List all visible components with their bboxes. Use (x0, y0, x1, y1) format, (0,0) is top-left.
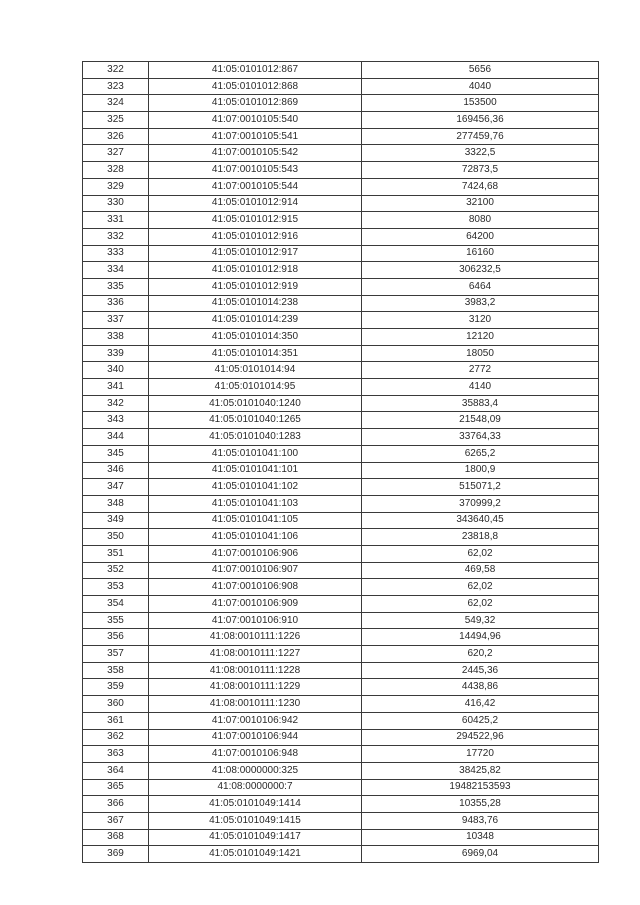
row-number-cell: 344 (83, 429, 149, 446)
value-cell: 19482153593 (362, 779, 599, 796)
row-number-cell: 322 (83, 62, 149, 79)
value-cell: 35883,4 (362, 395, 599, 412)
table-row (83, 95, 599, 112)
row-number-cell: 337 (83, 312, 149, 329)
table-row (83, 529, 599, 546)
table-row (83, 662, 599, 679)
cadastral-number-cell: 41:05:0101012:919 (149, 278, 362, 295)
table-row (83, 312, 599, 329)
row-number-cell: 332 (83, 228, 149, 245)
row-number-cell: 328 (83, 162, 149, 179)
value-cell: 18050 (362, 345, 599, 362)
table-row (83, 762, 599, 779)
table-row (83, 78, 599, 95)
row-number-cell: 355 (83, 612, 149, 629)
value-cell: 62,02 (362, 596, 599, 613)
cadastral-number-cell: 41:08:0010111:1226 (149, 629, 362, 646)
row-number-cell: 357 (83, 646, 149, 663)
cadastral-number-cell: 41:07:0010106:948 (149, 746, 362, 763)
value-cell: 6969,04 (362, 846, 599, 863)
table-row (83, 696, 599, 713)
cadastral-number-cell: 41:05:0101041:101 (149, 462, 362, 479)
table-row (83, 646, 599, 663)
cadastral-number-cell: 41:07:0010106:908 (149, 579, 362, 596)
cadastral-number-cell: 41:07:0010106:906 (149, 545, 362, 562)
row-number-cell: 361 (83, 712, 149, 729)
cadastral-number-cell: 41:05:0101041:102 (149, 479, 362, 496)
table-row (83, 228, 599, 245)
row-number-cell: 352 (83, 562, 149, 579)
table-row (83, 345, 599, 362)
cadastral-number-cell: 41:05:0101014:239 (149, 312, 362, 329)
row-number-cell: 363 (83, 746, 149, 763)
cadastral-number-cell: 41:08:0010111:1227 (149, 646, 362, 663)
table-row (83, 629, 599, 646)
row-number-cell: 365 (83, 779, 149, 796)
value-cell: 3120 (362, 312, 599, 329)
cadastral-number-cell: 41:05:0101014:238 (149, 295, 362, 312)
table-row (83, 362, 599, 379)
cadastral-number-cell: 41:05:0101049:1417 (149, 829, 362, 846)
cadastral-number-cell: 41:05:0101014:95 (149, 379, 362, 396)
value-cell: 62,02 (362, 579, 599, 596)
value-cell: 10355,28 (362, 796, 599, 813)
cadastral-number-cell: 41:05:0101041:105 (149, 512, 362, 529)
value-cell: 469,58 (362, 562, 599, 579)
value-cell: 5656 (362, 62, 599, 79)
value-cell: 169456,36 (362, 112, 599, 129)
table-row (83, 195, 599, 212)
row-number-cell: 353 (83, 579, 149, 596)
value-cell: 6265,2 (362, 445, 599, 462)
table-row (83, 479, 599, 496)
value-cell: 1800,9 (362, 462, 599, 479)
table-row (83, 579, 599, 596)
row-number-cell: 339 (83, 345, 149, 362)
table-row (83, 145, 599, 162)
value-cell: 60425,2 (362, 712, 599, 729)
value-cell: 21548,09 (362, 412, 599, 429)
value-cell: 9483,76 (362, 812, 599, 829)
value-cell: 3322,5 (362, 145, 599, 162)
value-cell: 277459,76 (362, 128, 599, 145)
cadastral-number-cell: 41:05:0101014:351 (149, 345, 362, 362)
row-number-cell: 346 (83, 462, 149, 479)
value-cell: 8080 (362, 212, 599, 229)
cadastral-number-cell: 41:07:0010105:542 (149, 145, 362, 162)
value-cell: 343640,45 (362, 512, 599, 529)
table-row (83, 495, 599, 512)
table-row (83, 445, 599, 462)
table-row (83, 829, 599, 846)
row-number-cell: 354 (83, 596, 149, 613)
row-number-cell: 334 (83, 262, 149, 279)
table-row (83, 329, 599, 346)
value-cell: 370999,2 (362, 495, 599, 512)
cadastral-number-cell: 41:07:0010106:944 (149, 729, 362, 746)
row-number-cell: 351 (83, 545, 149, 562)
cadastral-number-cell: 41:08:0000000:325 (149, 762, 362, 779)
row-number-cell: 360 (83, 696, 149, 713)
value-cell: 23818,8 (362, 529, 599, 546)
table-row (83, 178, 599, 195)
cadastral-number-cell: 41:07:0010105:540 (149, 112, 362, 129)
value-cell: 17720 (362, 746, 599, 763)
value-cell: 2772 (362, 362, 599, 379)
cadastral-number-cell: 41:07:0010105:543 (149, 162, 362, 179)
value-cell: 12120 (362, 329, 599, 346)
cadastral-number-cell: 41:08:0000000:7 (149, 779, 362, 796)
table-row (83, 112, 599, 129)
cadastral-number-cell: 41:05:0101040:1283 (149, 429, 362, 446)
row-number-cell: 326 (83, 128, 149, 145)
cadastral-number-cell: 41:05:0101012:918 (149, 262, 362, 279)
row-number-cell: 335 (83, 278, 149, 295)
row-number-cell: 329 (83, 178, 149, 195)
value-cell: 620,2 (362, 646, 599, 663)
table-row (83, 262, 599, 279)
row-number-cell: 348 (83, 495, 149, 512)
table-row (83, 212, 599, 229)
table-row (83, 295, 599, 312)
value-cell: 7424,68 (362, 178, 599, 195)
value-cell: 32100 (362, 195, 599, 212)
cadastral-number-cell: 41:05:0101012:917 (149, 245, 362, 262)
table-row (83, 612, 599, 629)
cadastral-number-cell: 41:05:0101014:94 (149, 362, 362, 379)
table-row (83, 596, 599, 613)
value-cell: 549,32 (362, 612, 599, 629)
value-cell: 64200 (362, 228, 599, 245)
cadastral-number-cell: 41:08:0010111:1228 (149, 662, 362, 679)
table-row (83, 729, 599, 746)
value-cell: 3983,2 (362, 295, 599, 312)
row-number-cell: 343 (83, 412, 149, 429)
cadastral-number-cell: 41:05:0101049:1415 (149, 812, 362, 829)
table-body (83, 62, 599, 863)
cadastral-number-cell: 41:08:0010111:1229 (149, 679, 362, 696)
row-number-cell: 350 (83, 529, 149, 546)
table-row (83, 245, 599, 262)
value-cell: 33764,33 (362, 429, 599, 446)
value-cell: 62,02 (362, 545, 599, 562)
value-cell: 38425,82 (362, 762, 599, 779)
value-cell: 72873,5 (362, 162, 599, 179)
row-number-cell: 362 (83, 729, 149, 746)
row-number-cell: 341 (83, 379, 149, 396)
table-row (83, 712, 599, 729)
row-number-cell: 342 (83, 395, 149, 412)
table-row (83, 128, 599, 145)
table-row (83, 846, 599, 863)
cadastral-number-cell: 41:05:0101012:869 (149, 95, 362, 112)
row-number-cell: 367 (83, 812, 149, 829)
row-number-cell: 330 (83, 195, 149, 212)
cadastral-number-cell: 41:05:0101040:1240 (149, 395, 362, 412)
row-number-cell: 345 (83, 445, 149, 462)
cadastral-number-cell: 41:05:0101040:1265 (149, 412, 362, 429)
value-cell: 4040 (362, 78, 599, 95)
row-number-cell: 338 (83, 329, 149, 346)
cadastral-number-cell: 41:07:0010105:544 (149, 178, 362, 195)
cadastral-number-cell: 41:05:0101012:868 (149, 78, 362, 95)
value-cell: 6464 (362, 278, 599, 295)
row-number-cell: 358 (83, 662, 149, 679)
row-number-cell: 327 (83, 145, 149, 162)
cadastral-number-cell: 41:05:0101012:915 (149, 212, 362, 229)
value-cell: 10348 (362, 829, 599, 846)
table-row (83, 429, 599, 446)
row-number-cell: 356 (83, 629, 149, 646)
row-number-cell: 369 (83, 846, 149, 863)
value-cell: 14494,96 (362, 629, 599, 646)
row-number-cell: 325 (83, 112, 149, 129)
cadastral-value-table (82, 61, 599, 863)
table-row (83, 746, 599, 763)
value-cell: 306232,5 (362, 262, 599, 279)
row-number-cell: 333 (83, 245, 149, 262)
cadastral-number-cell: 41:05:0101041:100 (149, 445, 362, 462)
value-cell: 294522,96 (362, 729, 599, 746)
value-cell: 416,42 (362, 696, 599, 713)
value-cell: 2445,36 (362, 662, 599, 679)
row-number-cell: 323 (83, 78, 149, 95)
cadastral-number-cell: 41:08:0010111:1230 (149, 696, 362, 713)
cadastral-number-cell: 41:05:0101014:350 (149, 329, 362, 346)
table-row (83, 278, 599, 295)
table-row (83, 796, 599, 813)
cadastral-number-cell: 41:07:0010105:541 (149, 128, 362, 145)
table-row (83, 395, 599, 412)
row-number-cell: 366 (83, 796, 149, 813)
value-cell: 4438,86 (362, 679, 599, 696)
cadastral-number-cell: 41:07:0010106:942 (149, 712, 362, 729)
cadastral-number-cell: 41:07:0010106:909 (149, 596, 362, 613)
cadastral-number-cell: 41:05:0101012:867 (149, 62, 362, 79)
table-row (83, 512, 599, 529)
cadastral-number-cell: 41:05:0101012:914 (149, 195, 362, 212)
row-number-cell: 368 (83, 829, 149, 846)
table-row (83, 379, 599, 396)
cadastral-number-cell: 41:05:0101041:106 (149, 529, 362, 546)
cadastral-number-cell: 41:05:0101049:1421 (149, 846, 362, 863)
row-number-cell: 340 (83, 362, 149, 379)
cadastral-number-cell: 41:07:0010106:910 (149, 612, 362, 629)
table-row (83, 462, 599, 479)
cadastral-number-cell: 41:05:0101041:103 (149, 495, 362, 512)
table-row (83, 562, 599, 579)
table-row (83, 779, 599, 796)
row-number-cell: 347 (83, 479, 149, 496)
row-number-cell: 336 (83, 295, 149, 312)
row-number-cell: 331 (83, 212, 149, 229)
row-number-cell: 324 (83, 95, 149, 112)
value-cell: 16160 (362, 245, 599, 262)
row-number-cell: 359 (83, 679, 149, 696)
table-row (83, 679, 599, 696)
cadastral-number-cell: 41:07:0010106:907 (149, 562, 362, 579)
table-row (83, 545, 599, 562)
table-row (83, 412, 599, 429)
row-number-cell: 364 (83, 762, 149, 779)
value-cell: 4140 (362, 379, 599, 396)
table-row (83, 62, 599, 79)
value-cell: 153500 (362, 95, 599, 112)
table-row (83, 812, 599, 829)
table-row (83, 162, 599, 179)
row-number-cell: 349 (83, 512, 149, 529)
value-cell: 515071,2 (362, 479, 599, 496)
cadastral-number-cell: 41:05:0101012:916 (149, 228, 362, 245)
cadastral-number-cell: 41:05:0101049:1414 (149, 796, 362, 813)
